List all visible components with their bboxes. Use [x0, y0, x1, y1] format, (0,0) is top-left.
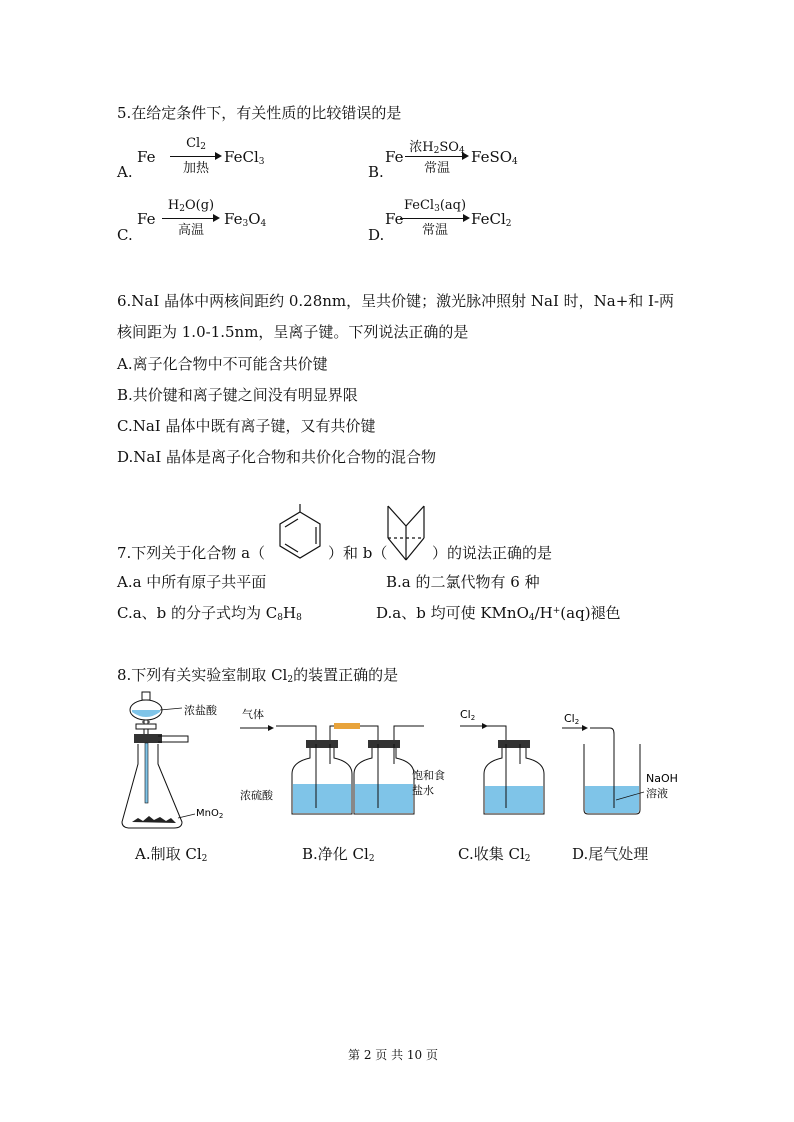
q5-option-b-reactant: Fe — [385, 148, 404, 166]
fig-b-conc-h2so4-label: 浓硫酸 — [240, 789, 273, 802]
q5-option-d-letter: D. — [368, 226, 385, 244]
q5-option-d-product: FeCl$_2$ — [471, 210, 512, 229]
q6-option-a: A.离子化合物中不可能含共价键 — [117, 355, 328, 373]
q6-option-d: D.NaI 晶体是离子化合物和共价化合物的混合物 — [117, 448, 437, 466]
apparatus-d-tail-gas-beaker — [560, 704, 680, 824]
q7-option-a: A.a 中所有原子共平面 — [117, 573, 267, 591]
q7-stem-part3: ）的说法正确的是 — [432, 544, 553, 562]
q8-caption-a: A.制取 $Cl_2$ — [135, 845, 208, 864]
q5-option-c-above: $H_2O(g)$ — [167, 198, 215, 214]
q5-option-b-product: FeSO$_4$ — [471, 148, 518, 167]
q5-option-a-arrow — [170, 138, 222, 178]
q5-stem: 5.在给定条件下，有关性质的比较错误的是 — [117, 104, 402, 122]
q7-stem-part1: 7.下列关于化合物 a（ — [117, 544, 266, 562]
q8-caption-c: C.收集 $Cl_2$ — [458, 845, 531, 864]
compound-a-cyclooctatetraene-structure — [270, 500, 330, 566]
fig-d-naoh-2: 溶液 — [646, 787, 668, 800]
fig-d-naoh-1: NaOH — [646, 772, 678, 785]
q5-option-c-product: $Fe_3O_4$ — [224, 210, 267, 229]
q5-option-a-below: 加热 — [182, 161, 209, 176]
q6-stem-line1: 6.NaI 晶体中两核间距约 0.28nm，呈共价键；激光脉冲照射 NaI 时，Na+和 I-两 — [117, 292, 675, 310]
q6-option-c: C.NaI 晶体中既有离子键，又有共价键 — [117, 417, 376, 435]
fig-b-gas-label: 气体 — [242, 708, 264, 721]
fig-b-sat-salt-2: 盐水 — [412, 784, 434, 797]
q8-caption-b: B.净化 $Cl_2$ — [302, 845, 375, 864]
page-footer: 第 2 页 共 10 页 — [348, 1048, 438, 1062]
q5-option-d-above: FeCl$_3$(aq) — [403, 198, 467, 214]
q5-option-d-reactant: Fe — [385, 210, 404, 228]
apparatus-b-gas-washing-bottles — [238, 704, 448, 824]
q5-option-c-below: 高温 — [177, 223, 204, 238]
q5-option-a-reactant: Fe — [137, 148, 156, 166]
q5-option-b-above: 浓$H_2SO_4$ — [409, 140, 465, 156]
q8-stem: 8.下列有关实验室制取 $Cl_2$的装置正确的是 — [117, 666, 399, 685]
q5-option-c-reactant: Fe — [137, 210, 156, 228]
q7-option-d: D.a、b 均可使 KMnO$_4$/H+(aq)褪色 — [376, 604, 621, 623]
q5-option-a-above: $Cl_2$ — [186, 136, 206, 152]
svg-text:MnO2: MnO$_2$ — [196, 808, 224, 820]
fig-b-sat-salt-1: 饱和食 — [412, 769, 445, 782]
q5-option-b-letter: B. — [368, 163, 384, 181]
q8-caption-d: D.尾气处理 — [572, 845, 649, 863]
fig-a-conc-hcl-label: 浓盐酸 — [184, 704, 217, 717]
q5-option-a-product: FeCl$_3$ — [224, 148, 265, 167]
apparatus-a-chlorine-generator — [118, 688, 230, 838]
q7-stem-part2: ）和 b（ — [328, 544, 388, 562]
q5-option-c-arrow — [162, 200, 220, 240]
svg-text:Cl2: Cl2 — [460, 708, 476, 722]
q5-option-c-letter: C. — [117, 226, 133, 244]
svg-text:Cl2: Cl2 — [564, 712, 580, 726]
compound-b-cubane-like-structure — [378, 496, 436, 568]
q5-option-b-arrow — [405, 138, 469, 178]
q7-option-c: C.a、b 的分子式均为 $C_8H_8$ — [117, 604, 302, 623]
q7-option-b: B.a 的二氯代物有 6 种 — [386, 573, 540, 591]
apparatus-c-gas-collection-bottle — [456, 704, 548, 824]
q5-option-d-arrow — [400, 200, 470, 240]
q5-option-b-below: 常温 — [423, 161, 450, 176]
q5-option-a-letter: A. — [117, 163, 133, 181]
q6-option-b: B.共价键和离子键之间没有明显界限 — [117, 386, 358, 404]
q6-stem-line2: 核间距为 1.0-1.5nm，呈离子键。下列说法正确的是 — [117, 323, 469, 341]
q5-option-d-below: 常温 — [421, 223, 448, 238]
